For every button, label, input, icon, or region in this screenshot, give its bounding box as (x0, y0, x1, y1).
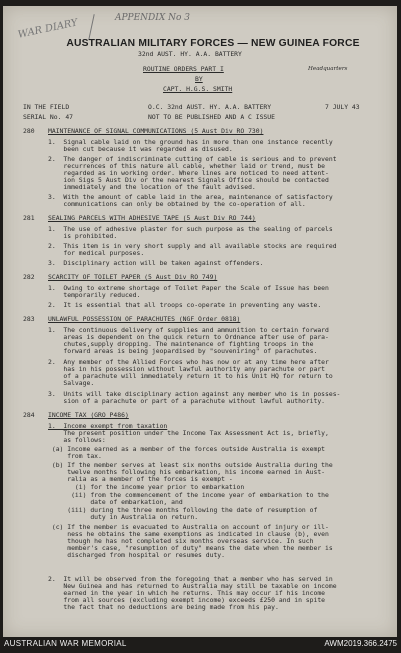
distribution-note: NOT TO BE PUBLISHED AND A C ISSUE (148, 113, 275, 121)
section-number: 283 (23, 315, 35, 323)
paragraph-line: the fact that no deductions are being made from his pay. (48, 603, 279, 611)
handwritten-war-diary-note: WAR DIARY (17, 17, 79, 41)
document-page (3, 6, 397, 637)
document-title: AUSTRALIAN MILITARY FORCES — NEW GUINEA FORCE (66, 38, 360, 49)
handwritten-appendix-note: APPENDIX No 3 (115, 13, 190, 23)
paragraph-line: of a parachute will immediately return it to his Unit HQ for return to (48, 372, 333, 380)
paragraph-line: (b) If the member serves at least six months outside Australia during the (48, 461, 333, 469)
headquarters-label: Headquarters (308, 66, 348, 72)
paragraph-line: 3. Units will take disciplinary action against any member who is in posses- (48, 390, 341, 398)
paragraph-line: duty in Australia on return. (48, 513, 199, 521)
paragraph-line: though he has not completed six months overseas service. In such (48, 537, 314, 545)
section-number: 280 (23, 127, 35, 135)
section-heading: MAINTENANCE OF SIGNAL COMMUNICATIONS (5 Aust Div RO 730) (48, 127, 264, 135)
paragraph-line: 2. It is essential that all troops co-operate in preventing any waste. (48, 301, 322, 309)
paragraph-line: (i) for the income year prior to embarkation (48, 483, 245, 491)
section-heading: INCOME TAX (GRO P486) (48, 411, 129, 419)
paragraph-line: 2. It will be observed from the foregoing that a member who has served in (48, 575, 333, 583)
paragraph-line: 1. Income exempt from taxation (48, 422, 168, 430)
paragraph-line: ness he obtains the same exemptions as indicated in clause (b), even (48, 530, 329, 538)
paragraph-line: chutes,supply dropping. The maintenance of fighting troops in the (48, 340, 314, 348)
serial-number: SERIAL No. 47 (23, 113, 74, 121)
paragraph-line: ion Sigs 5 Aust Div or the nearest Signals Office should be contacted (48, 176, 329, 184)
section-heading: SEALING PARCELS WITH ADHESIVE TAPE (5 Aust Div RO 744) (48, 214, 256, 222)
paragraph-line: for medical purposes. (48, 249, 145, 257)
paragraph-line: 1. Signal cable laid on the ground has in more than one instance recently (48, 138, 333, 146)
order-date: 7 JULY 43 (325, 103, 360, 111)
archive-reference: AWM2019.366.2475 (324, 639, 397, 648)
paragraph-line: 3. Disciplinary action will be taken against offenders. (48, 259, 264, 267)
paragraph-line: from tax. (48, 452, 102, 460)
paragraph-line: 1. Owing to extreme shortage of Toilet Paper the Scale of Issue has been (48, 284, 329, 292)
paragraph-line: 2. This item is in very short supply and all available stocks are required (48, 242, 337, 250)
handwritten-stroke (88, 14, 94, 40)
by-label: BY (195, 75, 203, 83)
paragraph-line: 1. The use of adhesive plaster for such purpose as the sealing of parcels (48, 225, 333, 233)
paragraph-line: twelve months following his embarkation, his income earned in Aust- (48, 468, 326, 476)
paragraph-line: forward areas is being jeopardised by "souveniring" of parachutes. (48, 347, 318, 355)
section-number: 282 (23, 273, 35, 281)
paragraph-line: regarded as in working order. Where lines are noticed to need attent- (48, 169, 329, 177)
paragraph-line: temporarily reduced. (48, 291, 141, 299)
paragraph-line: Salvage. (48, 379, 95, 387)
archive-credit: AUSTRALIAN WAR MEMORIAL (4, 639, 127, 648)
paragraph-line: is prohibited. (48, 232, 118, 240)
paragraph-line: from all sources (excluding exempt income) exceeds £250 and in spite (48, 596, 326, 604)
paragraph-line: member's case, "resumption of duty" means the date when the member is (48, 544, 333, 552)
paragraph-line: been cut because it was regarded as disused. (48, 145, 233, 153)
paragraph-line: (c) If the member is evacuated to Australia on account of injury or ill- (48, 523, 329, 531)
section-number: 281 (23, 214, 35, 222)
section-heading: UNLAWFUL POSSESSION OF PARACHUTES (NGF Order 0818) (48, 315, 241, 323)
paragraph-line: (iii) during the three months following the date of resumption of (48, 506, 318, 514)
paragraph-line: 2. Any member of the Allied Forces who has now or at any time here after (48, 358, 329, 366)
paragraph-line: sion of a parachute or part of a parachute without lawful authority. (48, 397, 326, 405)
orders-title: ROUTINE ORDERS PART I (143, 65, 224, 73)
paragraph-line: has in his possession without lawful authority any parachute or part (48, 365, 326, 373)
paragraph-line: (a) Income earned as a member of the forces outside Australia is exempt (48, 445, 326, 453)
paragraph-line: areas is dependent on the quick return to Ordnance after use of para- (48, 333, 329, 341)
paragraph-line: earned in the year in which he returns. This may occur if his income (48, 589, 326, 597)
paragraph-line: as follows: (48, 436, 106, 444)
paragraph-line: The present position under the Income Tax Assessment Act is, briefly, (48, 429, 329, 437)
paragraph-line: 2. The danger of indiscriminate cutting of cable is serious and to prevent (48, 155, 337, 163)
officer-name: CAPT. H.G.S. SMITH (163, 85, 233, 93)
section-heading: SCARCITY OF TOILET PAPER (5 Aust Div RO 749) (48, 273, 218, 281)
paragraph-line: recurrences of this nature all cable, whether laid or trend, must be (48, 162, 326, 170)
paragraph-line: ralia as a member of the forces is exempt - (48, 475, 233, 483)
paragraph-line: communications can only be obtained by the co-operation of all. (48, 200, 306, 208)
unit-name: 32nd AUST. HY. A.A. BATTERY (138, 50, 242, 58)
officer-commanding: O.C. 32nd AUST. HY. A.A. BATTERY (148, 103, 272, 111)
paragraph-line: New Guinea and has returned to Australia may still be taxable on income (48, 582, 337, 590)
paragraph-line: 3. With the amount of cable laid in the area, maintenance of satisfactory (48, 193, 333, 201)
paragraph-line: (ii) from the commencement of the income year of embarkation to the (48, 491, 329, 499)
paragraph-line: 1. The continuous delivery of supplies and ammunition to certain forward (48, 326, 329, 334)
location-label: IN THE FIELD (23, 103, 70, 111)
paragraph-line: date of embarkation, and (48, 498, 183, 506)
section-number: 284 (23, 411, 35, 419)
paragraph-line: immediately and the location of the fault advised. (48, 183, 256, 191)
paragraph-line: discharged from hospital or resumes duty. (48, 551, 225, 559)
